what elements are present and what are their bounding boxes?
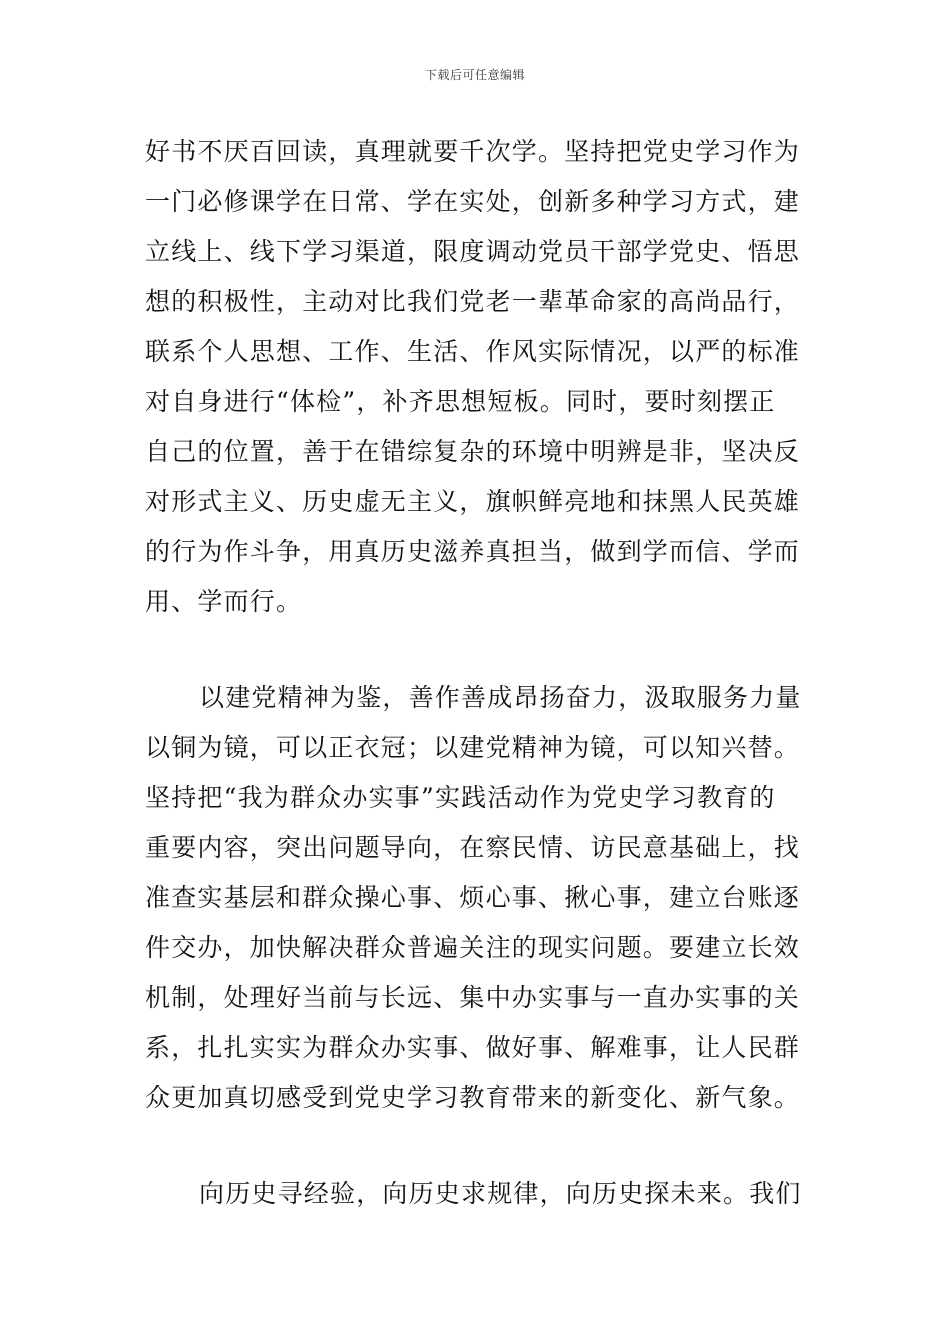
paragraph-line: 一门必修课学在日常、学在实处，创新多种学习方式，建 (145, 187, 801, 216)
paragraph-line: 重要内容，突出问题导向，在察民情、访民意基础上，找 (145, 833, 801, 862)
paragraph-line: 机制，处理好当前与长远、集中办实事与一直办实事的关 (145, 983, 801, 1012)
paragraph-2 (145, 673, 807, 1123)
paragraph-line: 想的积极性，主动对比我们党老一辈革命家的高尚品行， (145, 287, 801, 316)
paragraph-line: 系，扎扎实实为群众办实事、做好事、解难事，让人民群 (145, 1033, 801, 1062)
paragraph-line: 以建党精神为鉴，善作善成昂扬奋力，汲取服务力量 (199, 683, 802, 712)
paragraph-line: 自己的位置，善于在错综复杂的环境中明辨是非，坚决反 (145, 437, 801, 466)
paragraph-line: 以铜为镜，可以正衣冠；以建党精神为镜，可以知兴替。 (145, 733, 801, 762)
paragraph-line: 用、学而行。 (145, 587, 303, 616)
paragraph-line: 准查实基层和群众操心事、烦心事、揪心事，建立台账逐 (145, 883, 801, 912)
paragraph-line: 对自身进行“体检”，补齐思想短板。同时，要时刻摆正 (145, 387, 776, 416)
paragraph-line: 立线上、线下学习渠道，限度调动党员干部学党史、悟思 (145, 237, 801, 266)
paragraph-line: 众更加真切感受到党史学习教育带来的新变化、新气象。 (145, 1083, 801, 1112)
paragraph-1 (145, 127, 807, 627)
paragraph-line: 件交办，加快解决群众普遍关注的现实问题。要建立长效 (145, 933, 801, 962)
paragraph-line: 联系个人思想、工作、生活、作风实际情况，以严的标准 (145, 337, 801, 366)
paragraph-line: 向历史寻经验，向历史求规律，向历史探未来。我们 (199, 1179, 802, 1208)
paragraph-3 (145, 1169, 807, 1219)
paragraph-line: 坚持把“我为群众办实事”实践活动作为党史学习教育的 (145, 783, 776, 812)
paragraph-line: 对形式主义、历史虚无主义，旗帜鲜亮地和抹黑人民英雄 (145, 487, 801, 516)
paragraph-line: 好书不厌百回读，真理就要千次学。坚持把党史学习作为 (145, 137, 801, 166)
paragraph-line: 的行为作斗争，用真历史滋养真担当，做到学而信、学而 (145, 537, 801, 566)
header-note: 下载后可任意编辑 (424, 68, 525, 82)
